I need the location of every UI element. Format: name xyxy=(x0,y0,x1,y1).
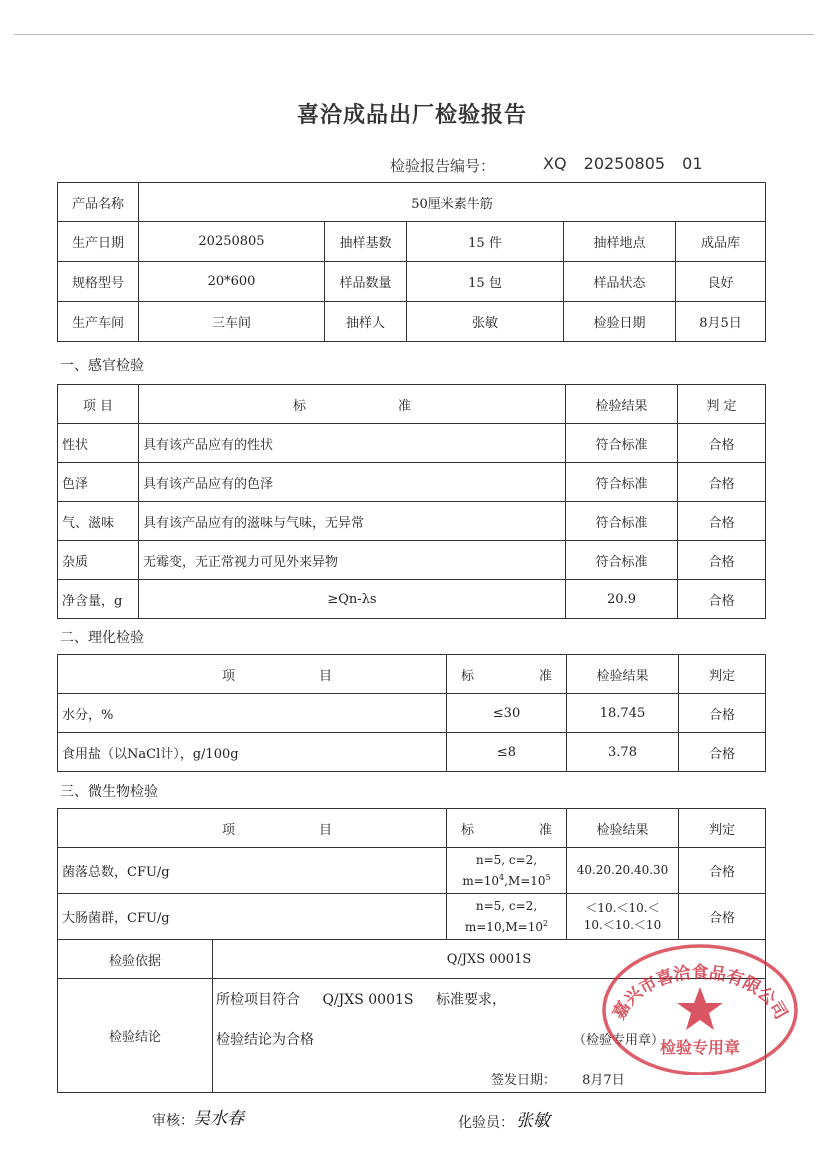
sensory-row-result: 符合标准 xyxy=(566,541,678,580)
sample-qty-value: 15 包 xyxy=(407,262,564,302)
sample-place-value: 成品库 xyxy=(676,222,766,262)
conclusion-label: 检验结论 xyxy=(58,979,213,1093)
sensory-header-verdict: 判 定 xyxy=(678,385,766,424)
sensory-header-item: 项 目 xyxy=(58,385,139,424)
sensory-row-item: 净含量，g xyxy=(58,580,139,619)
seal-org-text: 嘉兴市喜洽食品有限公司 xyxy=(609,962,791,1023)
sample-base-label: 抽样基数 xyxy=(325,222,407,262)
physchem-section-title: 二、理化检验 xyxy=(60,630,144,646)
sensory-row-standard: ≥Qn-λs xyxy=(139,580,566,619)
sensory-row-item: 性状 xyxy=(58,424,139,463)
physchem-header-item-a: 项 xyxy=(222,668,236,684)
conclusion-line2: 检验结论为合格 xyxy=(216,1032,314,1048)
physchem-header-std-b: 准 xyxy=(538,668,552,684)
sensory-row-item: 色泽 xyxy=(58,463,139,502)
micro-row-verdict: 合格 xyxy=(679,894,766,940)
micro-header-std-b: 准 xyxy=(538,822,552,838)
micro-result-line1: ＜10.＜10.＜ xyxy=(585,900,660,915)
micro-std-line2: $m=10,M=10^2$ xyxy=(464,918,549,934)
sensory-row-item: 气、滋味 xyxy=(58,502,139,541)
review-signature: 吴水春 xyxy=(193,1109,244,1129)
page-top-line xyxy=(14,34,814,35)
physchem-header-verdict: 判定 xyxy=(679,655,766,694)
physchem-row-result: 18.745 xyxy=(567,694,679,733)
physchem-header-item xyxy=(58,655,447,694)
physchem-row-result: 3.78 xyxy=(567,733,679,772)
sensory-header-result: 检验结果 xyxy=(566,385,678,424)
sensory-row-item: 杂质 xyxy=(58,541,139,580)
micro-header-result: 检验结果 xyxy=(567,809,679,848)
sensory-section-title: 一、感官检验 xyxy=(60,358,144,374)
sensory-row-standard: 无霉变，无正常视力可见外来异物 xyxy=(139,541,566,580)
production-date-value: 20250805 xyxy=(139,222,325,262)
review-label: 审核： xyxy=(152,1113,194,1129)
sensory-header-std-b: 准 xyxy=(397,398,411,414)
sensory-row-verdict: 合格 xyxy=(678,541,766,580)
sample-state-label: 样品状态 xyxy=(564,262,676,302)
physchem-header-result: 检验结果 xyxy=(567,655,679,694)
workshop-label: 生产车间 xyxy=(58,302,139,342)
physchem-header-item-b: 目 xyxy=(318,668,332,684)
report-number-label: 检验报告编号： xyxy=(390,157,496,175)
sensory-row-standard: 具有该产品应有的滋味与气味，无异常 xyxy=(139,502,566,541)
production-date-label: 生产日期 xyxy=(58,222,139,262)
micro-header-item-b: 目 xyxy=(318,822,332,838)
sensory-row-standard: 具有该产品应有的性状 xyxy=(139,424,566,463)
tester-label: 化验员： xyxy=(458,1115,514,1131)
product-name-value: 50厘米素牛筋 xyxy=(139,183,766,222)
seal-purpose-text: 检验专用章 xyxy=(659,1038,741,1057)
sample-state-value: 良好 xyxy=(676,262,766,302)
micro-row-result xyxy=(567,894,679,940)
micro-result-line2: 10.＜10.＜10 xyxy=(583,917,662,932)
micro-row-item: 大肠菌群，CFU/g xyxy=(58,894,447,940)
physchem-header-standard xyxy=(447,655,567,694)
micro-header-standard xyxy=(447,809,567,848)
spec-label: 规格型号 xyxy=(58,262,139,302)
micro-table xyxy=(57,808,766,940)
micro-result-line1: 40.20.20.40.30 xyxy=(576,863,669,877)
physchem-row-item: 水分，% xyxy=(58,694,447,733)
test-date-label: 检验日期 xyxy=(564,302,676,342)
sensory-header-standard xyxy=(139,385,566,424)
star-icon xyxy=(677,987,723,1030)
micro-header-std-a: 标 xyxy=(461,822,475,838)
micro-std-line2: $m=10^4,M=10^5$ xyxy=(462,872,551,888)
sample-qty-label: 样品数量 xyxy=(325,262,407,302)
inspection-seal xyxy=(600,935,800,1075)
sensory-row-verdict: 合格 xyxy=(678,502,766,541)
micro-header-verdict: 判定 xyxy=(679,809,766,848)
seal-note: （检验专用章） xyxy=(573,1033,665,1048)
sensory-row-result: 符合标准 xyxy=(566,424,678,463)
sensory-row-result: 20.9 xyxy=(566,580,678,619)
micro-section-title: 三、微生物检验 xyxy=(60,784,158,800)
product-name-label: 产品名称 xyxy=(58,183,139,222)
physchem-row-verdict: 合格 xyxy=(679,733,766,772)
micro-header-item xyxy=(58,809,447,848)
tester-signature: 张敏 xyxy=(516,1111,550,1131)
sensory-row-verdict: 合格 xyxy=(678,580,766,619)
sensory-table xyxy=(57,384,766,619)
micro-row-standard xyxy=(447,848,567,894)
micro-row-item: 菌落总数，CFU/g xyxy=(58,848,447,894)
spec-value: 20*600 xyxy=(139,262,325,302)
sensory-row-result: 符合标准 xyxy=(566,463,678,502)
basis-label: 检验依据 xyxy=(58,940,213,979)
workshop-value: 三车间 xyxy=(139,302,325,342)
sensory-header-std-a: 标 xyxy=(293,398,307,414)
micro-std-line1: n=5, c=2, xyxy=(475,898,538,913)
conclusion-line1: 所检项目符合 Q/JXS 0001S 标准要求， xyxy=(216,992,506,1008)
micro-std-line1: n=5, c=2, xyxy=(475,852,538,867)
physchem-row-standard: ≤30 xyxy=(447,694,567,733)
physchem-row-verdict: 合格 xyxy=(679,694,766,733)
physchem-row-item: 食用盐（以NaCl计），g/100g xyxy=(58,733,447,772)
sensory-row-verdict: 合格 xyxy=(678,424,766,463)
sensory-row-verdict: 合格 xyxy=(678,463,766,502)
issue-date: 签发日期： 8月7日 xyxy=(491,1073,625,1088)
sensory-row-standard: 具有该产品应有的色泽 xyxy=(139,463,566,502)
sample-place-label: 抽样地点 xyxy=(564,222,676,262)
sample-base-value: 15 件 xyxy=(407,222,564,262)
micro-row-standard xyxy=(447,894,567,940)
sensory-row-result: 符合标准 xyxy=(566,502,678,541)
micro-row-verdict: 合格 xyxy=(679,848,766,894)
micro-header-item-a: 项 xyxy=(222,822,236,838)
micro-row-result xyxy=(567,848,679,894)
test-date-value: 8月5日 xyxy=(676,302,766,342)
basis-value: Q/JXS 0001S xyxy=(213,940,766,979)
report-number-value: XQ 20250805 01 xyxy=(543,154,703,173)
report-title: 喜洽成品出厂检验报告 xyxy=(296,103,527,128)
sampler-label: 抽样人 xyxy=(325,302,407,342)
sampler-value: 张敏 xyxy=(407,302,564,342)
basic-info-table xyxy=(57,182,766,342)
physchem-row-standard: ≤8 xyxy=(447,733,567,772)
physchem-table xyxy=(57,654,766,772)
physchem-header-std-a: 标 xyxy=(461,668,475,684)
